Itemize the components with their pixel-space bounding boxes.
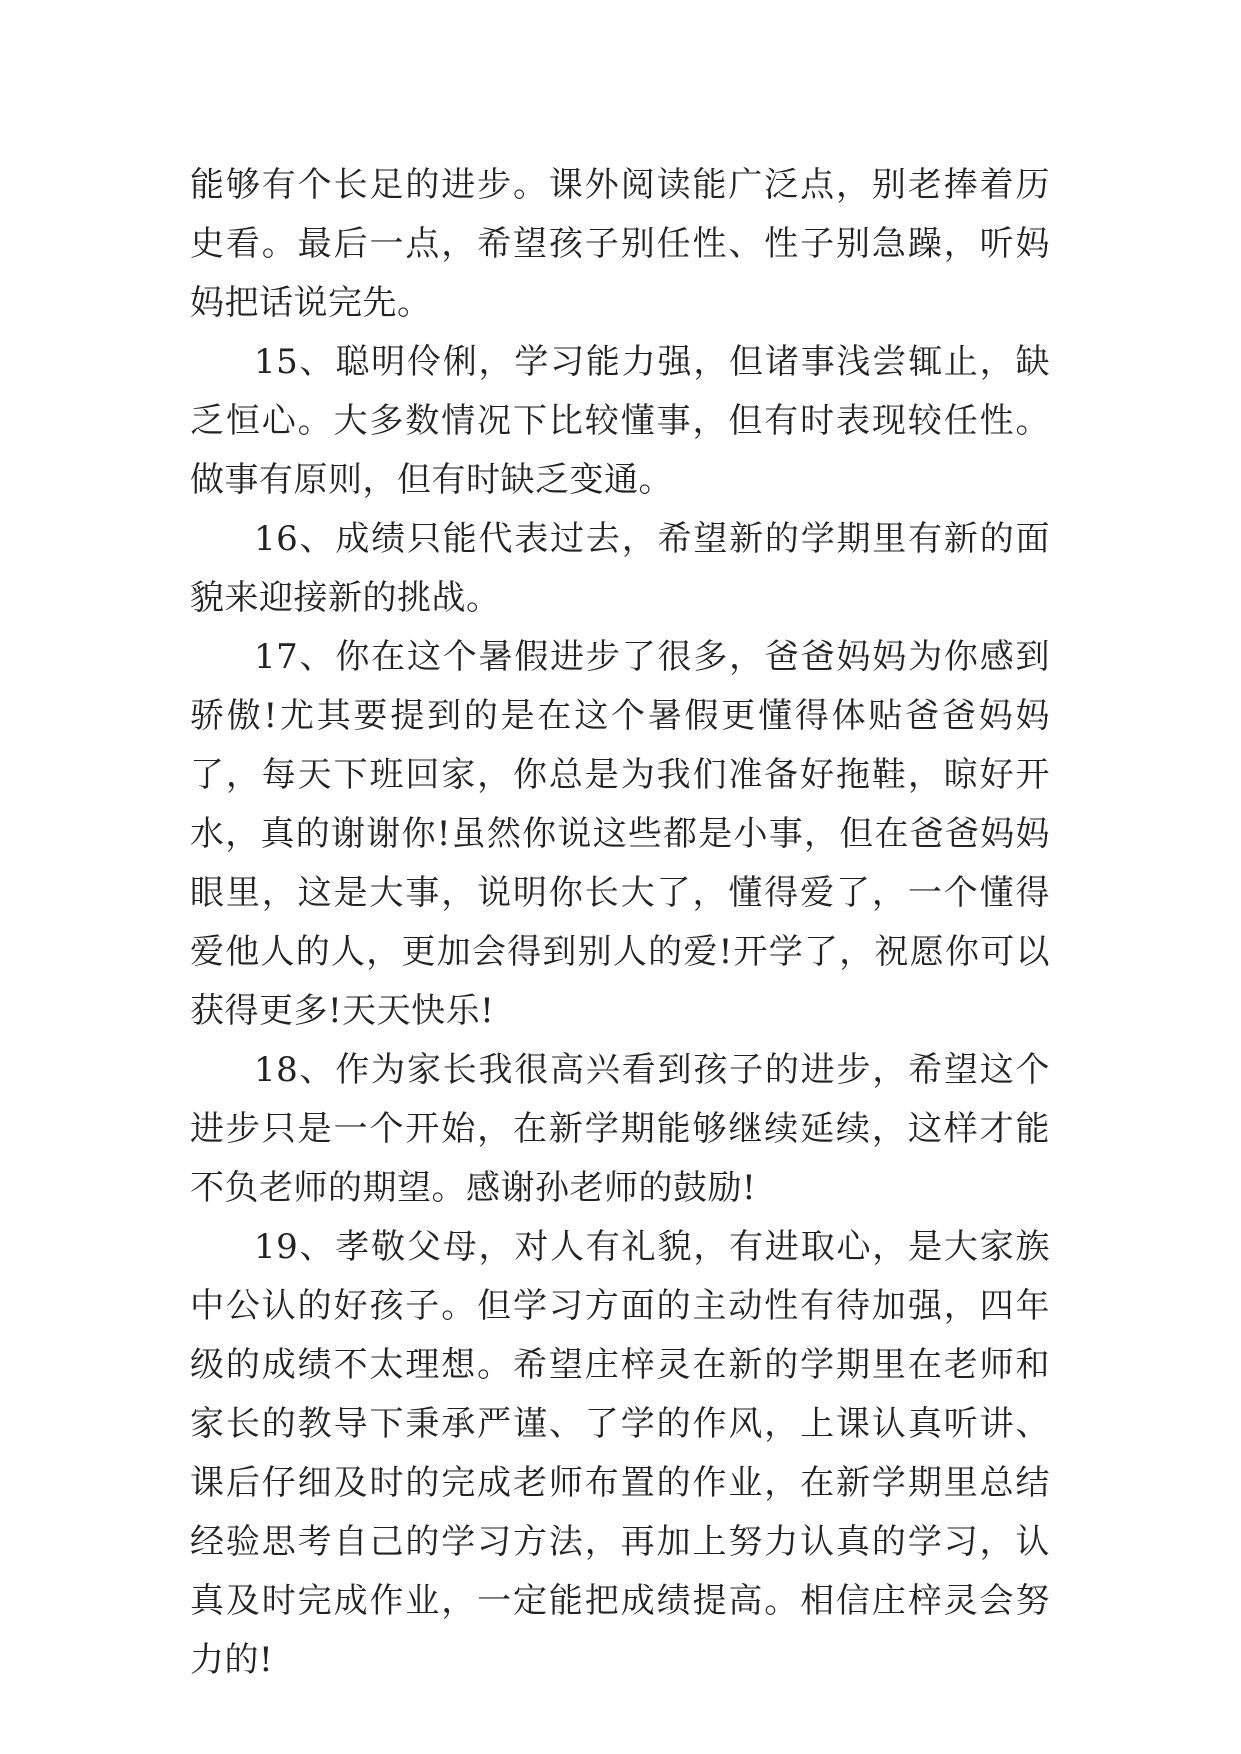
paragraph-item-17: 17、你在这个暑假进步了很多，爸爸妈妈为你感到骄傲!尤其要提到的是在这个暑假更懂得体贴爸爸妈妈了，每天下班回家，你总是为我们准备好拖鞋，晾好开水，真的谢谢你!虽然你说这些都是小事，但在爸爸妈妈眼里，这是大事，说明你长大了，懂得爱了，一个懂得爱他人的人，更加会得到别人的爱!开学了，祝愿你可以获得更多!天天快乐! — [190, 637, 1050, 1031]
paragraph-item-16: 16、成绩只能代表过去，希望新的学期里有新的面貌来迎接新的挑战。 — [190, 519, 1050, 618]
paragraph-continuation: 能够有个长足的进步。课外阅读能广泛点，别老捧着历史看。最后一点，希望孩子别任性、性子别急躁，听妈妈把话说完先。 — [190, 165, 1050, 323]
paragraph-item-19: 19、孝敬父母，对人有礼貌，有进取心，是大家族中公认的好孩子。但学习方面的主动性有待加强，四年级的成绩不太理想。希望庄梓灵在新的学期里在老师和家长的教导下秉承严谨、了学的作风，上课认真听讲、课后仔细及时的完成老师布置的作业，在新学期里总结经验思考自己的学习方法，再加上努力认真的学习，认真及时完成作业，一定能把成绩提高。相信庄梓灵会努力的! — [190, 1227, 1050, 1680]
paragraph-item-15: 15、聪明伶俐，学习能力强，但诸事浅尝辄止，缺乏恒心。大多数情况下比较懂事，但有时表现较任性。做事有原则，但有时缺乏变通。 — [190, 342, 1050, 500]
paragraph-item-18: 18、作为家长我很高兴看到孩子的进步，希望这个进步只是一个开始，在新学期能够继续延续，这样才能不负老师的期望。感谢孙老师的鼓励! — [190, 1050, 1050, 1208]
document-body — [190, 156, 1050, 1690]
